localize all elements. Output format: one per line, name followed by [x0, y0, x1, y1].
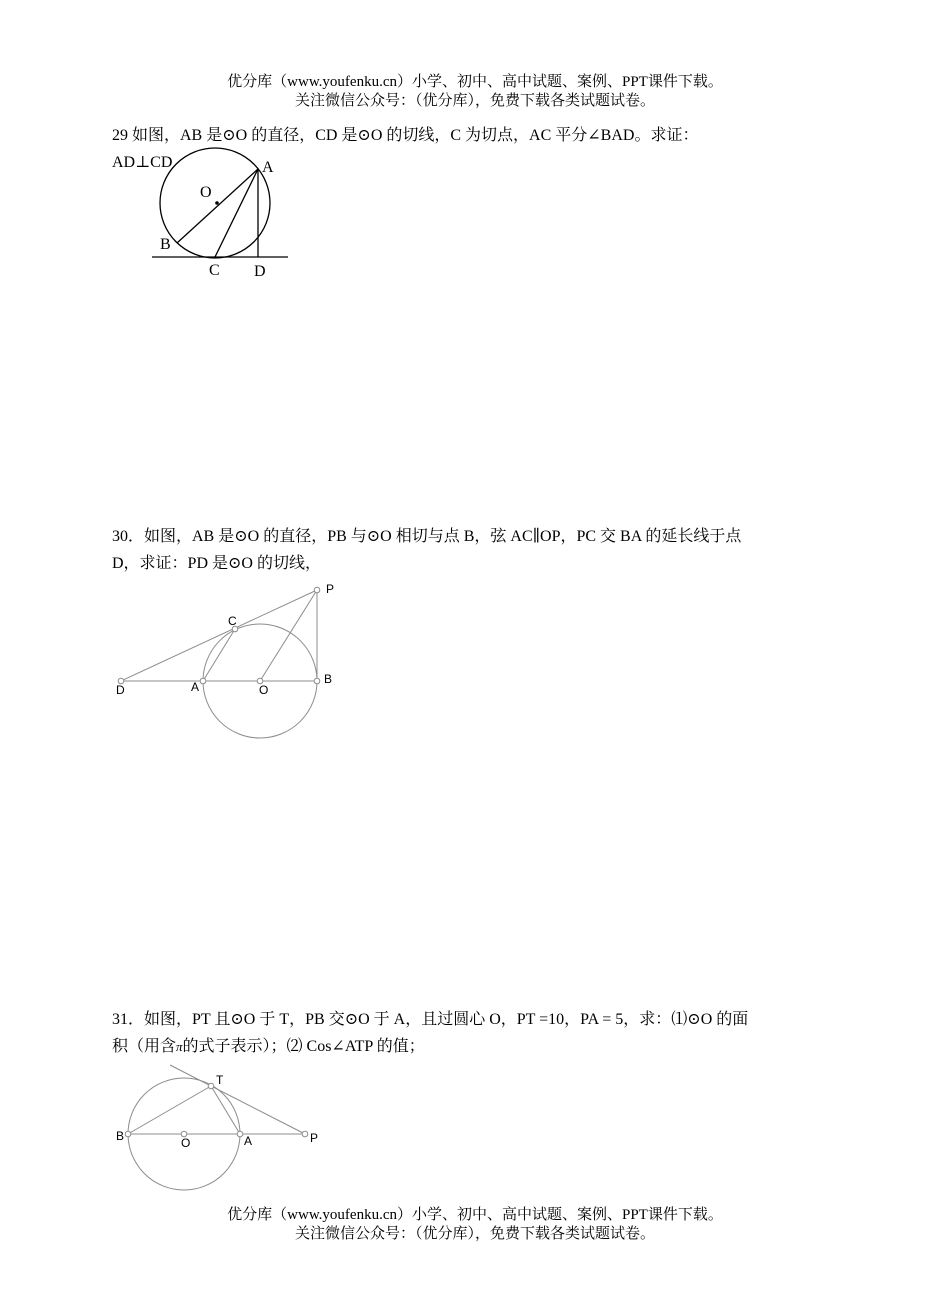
point-a [237, 1131, 243, 1137]
point-t [208, 1083, 214, 1089]
label-d: D [254, 263, 266, 280]
footer-line-1: 优分库（www.youfenku.cn）小学、初中、高中试题、案例、PPT课件下载。 [227, 1207, 723, 1223]
question-31-line-2 [112, 1033, 838, 1060]
pi-symbol: π [176, 1039, 183, 1054]
label-a: A [191, 680, 200, 694]
footer-line-2: 关注微信公众号：（优分库），免费下载各类试题试卷。 [294, 1226, 655, 1242]
label-o: O [181, 1136, 191, 1150]
point-p [314, 587, 320, 593]
label-c: C [228, 614, 237, 628]
label-b: B [116, 1129, 125, 1143]
label-a: A [262, 159, 274, 176]
question-31-text-a: 积（用含 [112, 1038, 177, 1055]
diameter-ab [177, 169, 258, 243]
label-d: D [116, 683, 125, 697]
question-31-text-b: 的式子表示）；⑵ Cos∠ATP 的值； [182, 1038, 425, 1055]
question-31 [112, 1006, 838, 1060]
page-footer [0, 1206, 950, 1244]
figure-29 [145, 145, 295, 285]
label-b: B [324, 672, 333, 686]
question-29-line-2: AD⊥CD [112, 154, 173, 171]
line-dp [121, 590, 317, 681]
center-dot [215, 201, 219, 205]
label-c: C [209, 262, 220, 279]
label-a: A [244, 1134, 253, 1148]
point-a [200, 678, 206, 684]
label-b: B [160, 236, 171, 253]
question-30-line-1: 30．如图，AB 是⊙O 的直径，PB 与⊙O 相切与点 B，弦 AC∥OP，PC 交 BA 的延长线于点 [112, 528, 742, 545]
header-line-2: 关注微信公众号：（优分库），免费下载各类试题试卷。 [294, 93, 655, 109]
question-30-line-2: D，求证：PD 是⊙O 的切线， [112, 555, 321, 572]
figure-30 [112, 578, 352, 743]
label-p: P [310, 1131, 319, 1145]
point-b [125, 1131, 131, 1137]
point-p [302, 1131, 308, 1137]
chord-bt [128, 1086, 211, 1134]
point-b [314, 678, 320, 684]
label-p: P [326, 582, 335, 596]
circle-o [160, 148, 270, 258]
tangent-pt [170, 1065, 305, 1134]
header-line-1: 优分库（www.youfenku.cn）小学、初中、高中试题、案例、PPT课件下载。 [227, 74, 723, 90]
chord-ac [203, 629, 235, 681]
question-29-line-1: 29 如图，AB 是⊙O 的直径，CD 是⊙O 的切线，C 为切点，AC 平分∠BAD。求证： [112, 127, 699, 144]
label-o: O [259, 683, 269, 697]
page-header [0, 73, 950, 111]
figure-31 [112, 1060, 332, 1200]
label-o: O [200, 184, 212, 201]
label-t: T [216, 1073, 224, 1087]
question-30 [112, 523, 838, 577]
question-31-line-1: 31．如图，PT 且⊙O 于 T，PB 交⊙O 于 A，且过圆心 O，PT =10，PA = 5，求：⑴⊙O 的面 [112, 1011, 749, 1028]
